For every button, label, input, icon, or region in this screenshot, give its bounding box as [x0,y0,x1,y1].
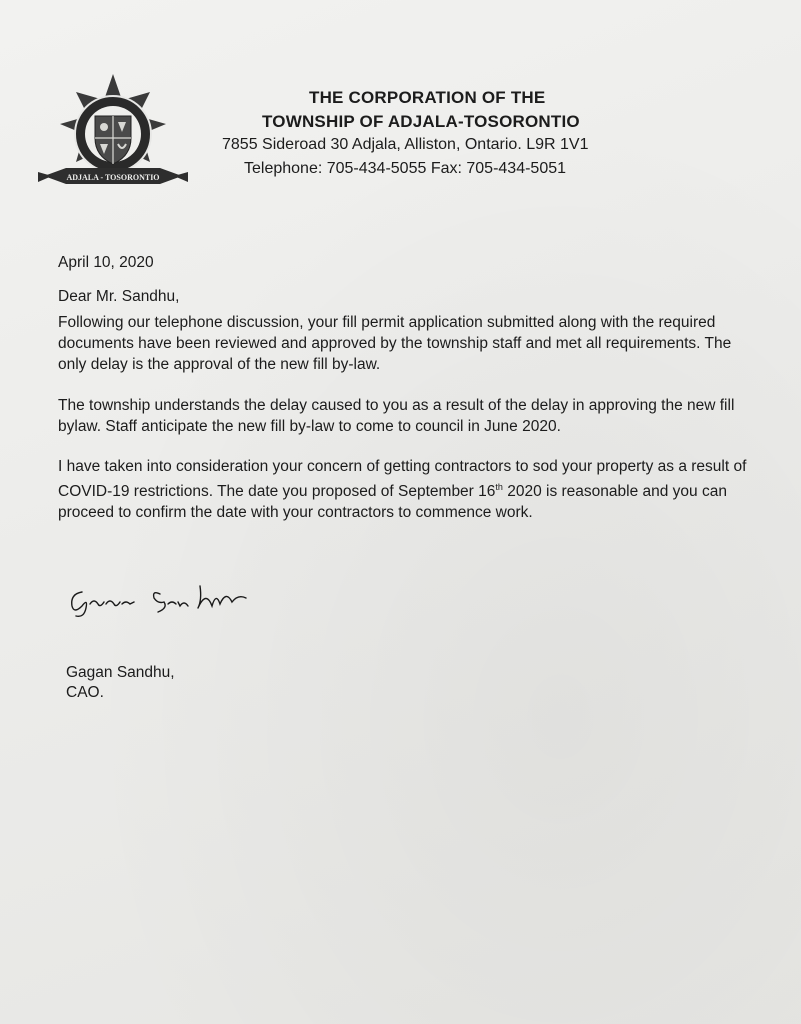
paragraph-3-text-b: 2020 is reasonable and you can proceed to confirm the date with your contractors to commence work. [58,483,727,522]
ordinal-suffix: th [495,482,503,492]
letterhead-address: 7855 Sideroad 30 Adjala, Alliston, Ontario. L9R 1V1 [222,136,589,153]
letter-salutation: Dear Mr. Sandhu, [58,288,180,305]
signer-title: CAO. [66,684,104,701]
letterhead-line2: TOWNSHIP OF ADJALA-TOSORONTIO [262,112,580,131]
paragraph-3-text-a: I have taken into consideration your concern of getting contractors to sod your property as a result of COVID-19 restrictions. The date you proposed of September 16 [58,458,747,501]
seal-banner-text: ADJALA - TOSORONTIO [66,173,160,182]
letter-paragraph-3 [58,456,758,523]
letterhead-phone-fax: Telephone: 705-434-5055 Fax: 705-434-5051 [244,160,567,177]
letter-date: April 10, 2020 [58,254,154,271]
township-seal-logo [38,72,188,202]
signer-name: Gagan Sandhu, [66,664,175,681]
letter-paragraph-2: The township understands the delay caused to you as a result of the delay in approving the new fill bylaw. Staff anticipate the new fill by-law to come to council in June 2020. [58,397,735,435]
letterhead-line1: THE CORPORATION OF THE [309,88,546,107]
letter-paragraph-1: Following our telephone discussion, your fill permit application submitted along with the required documents have been reviewed and approved by the township staff and met all requirements. The only delay is the approval of the new fill by-law. [58,314,732,373]
handwritten-signature [60,572,270,622]
